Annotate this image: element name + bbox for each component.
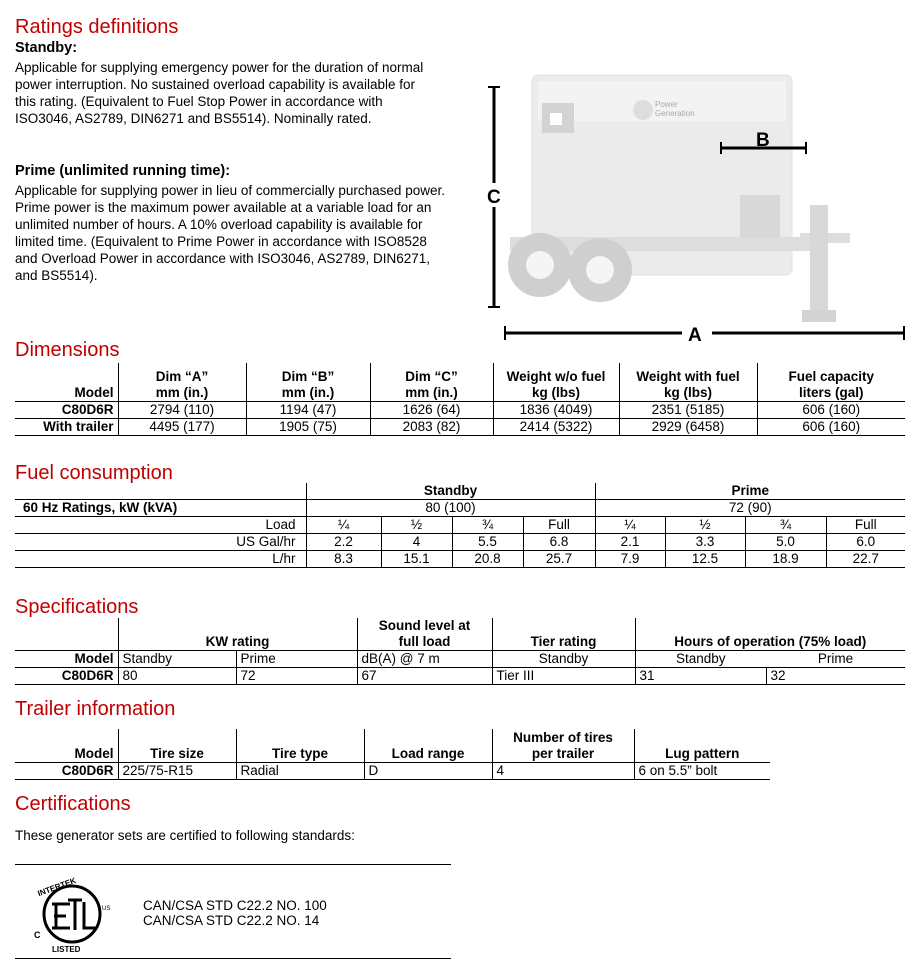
standby-heading: Standby: xyxy=(15,40,78,56)
specs-standby-cell: 80 xyxy=(118,668,236,685)
specs-prime-cell: 72 xyxy=(236,668,357,685)
svg-text:C: C xyxy=(34,930,41,940)
standby-description: Applicable for supplying emergency power for the duration of normal power interruption. No sustained overload capability is available for this rating. (Equivalent to Fuel Stop Power in accordance with ISO3046, AS2789, DIN6271 and BS5514). Nominally rated. xyxy=(15,60,424,126)
fuel-gal-cell: 5.0 xyxy=(745,534,826,551)
fuel-gal-cell: 3.3 xyxy=(665,534,745,551)
specs-tier-cell: Tier III xyxy=(492,668,635,685)
brand-line-1: Power xyxy=(655,100,678,109)
trailer-tires-cell: 4 xyxy=(492,762,634,779)
dim-wwf-cell: 2929 (6458) xyxy=(619,418,757,435)
fuel-lhr-cell: 8.3 xyxy=(306,551,381,568)
trailer-model-header: Model xyxy=(74,745,114,761)
certifications-title: Certifications xyxy=(15,793,131,815)
fuel-lhr-cell: 7.9 xyxy=(595,551,665,568)
fuel-load-cell: ¾ xyxy=(745,517,826,534)
table-row xyxy=(15,551,905,568)
fuel-table xyxy=(15,483,905,568)
dim-header-model: Model xyxy=(74,384,114,400)
dim-wwo-cell: 1836 (4049) xyxy=(493,401,619,418)
table-row xyxy=(15,418,905,435)
fuel-gal-cell: 2.1 xyxy=(595,534,665,551)
specs-hours-standby-cell: 31 xyxy=(635,668,766,685)
specs-sub-standby: Standby xyxy=(118,651,236,668)
dim-wwo-cell: 2414 (5322) xyxy=(493,418,619,435)
fuel-gal-cell: 5.5 xyxy=(452,534,523,551)
trailer-tire-type-header: Tire type xyxy=(236,729,364,762)
dim-header-weight-without-fuel: Weight w/o fuel kg (lbs) xyxy=(493,363,619,401)
dim-a-cell: 2794 (110) xyxy=(118,401,246,418)
specs-sub-hours-standby: Standby xyxy=(635,651,766,668)
dimensions-title: Dimensions xyxy=(15,339,120,361)
dim-header-weight-with-fuel: Weight with fuel kg (lbs) xyxy=(619,363,757,401)
fuel-load-cell: ¼ xyxy=(306,517,381,534)
specs-sound-header: Sound level at full load xyxy=(357,618,492,651)
trailer-tires-header: Number of tires per trailer xyxy=(492,729,634,762)
prime-description: Applicable for supplying power in lieu of commercially purchased power. Prime power is the maximum power available at a variable load for an unlimited number of hours. A 10% overload capability is available for limited time. (Equivalent to Prime Power in accordance with ISO8528 and Overload Power in accordance with ISO3046, AS2789, DIN6271, and BS5514). xyxy=(15,183,445,283)
fuel-lhr-cell: 20.8 xyxy=(452,551,523,568)
certifications-divider-bottom xyxy=(15,958,451,959)
dim-model-cell: C80D6R xyxy=(61,401,114,417)
fuel-gal-cell: 2.2 xyxy=(306,534,381,551)
ratings-title: Ratings definitions xyxy=(15,16,179,38)
fuel-row-label: US Gal/hr xyxy=(236,534,296,549)
fuel-prime-header: Prime xyxy=(595,483,905,500)
dim-header-c: Dim “C” mm (in.) xyxy=(370,363,493,401)
trailer-load-range-header: Load range xyxy=(364,729,492,762)
specs-tier-header: Tier rating xyxy=(492,618,635,651)
table-row xyxy=(15,401,905,418)
certification-standard: CAN/CSA STD C22.2 NO. 100 xyxy=(143,898,327,913)
table-row xyxy=(15,517,905,534)
specs-sound-cell: 67 xyxy=(357,668,492,685)
fuel-gal-cell: 4 xyxy=(381,534,452,551)
trailer-tire-size-header: Tire size xyxy=(118,729,236,762)
generator-figure xyxy=(480,55,910,350)
fuel-standby-rating: 80 (100) xyxy=(306,500,595,517)
fuel-prime-rating: 72 (90) xyxy=(595,500,905,517)
etl-logo-icon xyxy=(30,872,115,957)
fuel-standby-header: Standby xyxy=(306,483,595,500)
dim-header-fuel-capacity: Fuel capacity liters (gal) xyxy=(757,363,905,401)
trailer-tire-size-cell: 225/75-R15 xyxy=(118,762,236,779)
fuel-gal-cell: 6.8 xyxy=(523,534,595,551)
fuel-lhr-cell: 12.5 xyxy=(665,551,745,568)
svg-text:INTERTEK: INTERTEK xyxy=(36,875,78,899)
fuel-load-cell: Full xyxy=(826,517,905,534)
certifications-intro: These generator sets are certified to following standards: xyxy=(15,828,355,843)
dim-b-cell: 1905 (75) xyxy=(246,418,370,435)
fuel-load-cell: ½ xyxy=(665,517,745,534)
fuel-lhr-cell: 25.7 xyxy=(523,551,595,568)
fuel-lhr-cell: 18.9 xyxy=(745,551,826,568)
specs-model-header: Model xyxy=(74,651,114,666)
brand-line-2: Generation xyxy=(655,109,695,118)
dim-fc-cell: 606 (160) xyxy=(757,418,905,435)
specs-sub-prime: Prime xyxy=(236,651,357,668)
fuel-title: Fuel consumption xyxy=(15,462,173,484)
dim-header-a: Dim “A” mm (in.) xyxy=(118,363,246,401)
dim-c-cell: 2083 (82) xyxy=(370,418,493,435)
dim-wwf-cell: 2351 (5185) xyxy=(619,401,757,418)
specifications-table xyxy=(15,618,905,685)
fuel-lhr-cell: 15.1 xyxy=(381,551,452,568)
trailer-lug-header: Lug pattern xyxy=(634,729,770,762)
fuel-load-cell: Full xyxy=(523,517,595,534)
fuel-row-label: Load xyxy=(265,517,296,532)
svg-text:US: US xyxy=(102,906,111,912)
table-row xyxy=(15,668,905,685)
fuel-load-cell: ¼ xyxy=(595,517,665,534)
certifications-divider-top xyxy=(15,864,451,865)
dim-model-cell: With trailer xyxy=(43,418,114,434)
dim-fc-cell: 606 (160) xyxy=(757,401,905,418)
fuel-lhr-cell: 22.7 xyxy=(826,551,905,568)
certifications-standards-list xyxy=(143,898,327,928)
fuel-load-cell: ½ xyxy=(381,517,452,534)
prime-heading: Prime (unlimited running time): xyxy=(15,163,231,179)
specs-sub-sound: dB(A) @ 7 m xyxy=(357,651,492,668)
specs-hours-prime-cell: 32 xyxy=(766,668,905,685)
trailer-lug-cell: 6 on 5.5” bolt xyxy=(634,762,770,779)
dim-a-cell: 4495 (177) xyxy=(118,418,246,435)
dimensions-table xyxy=(15,363,905,436)
specs-sub-tier-standby: Standby xyxy=(492,651,635,668)
trailer-model-cell: C80D6R xyxy=(61,762,114,778)
table-row xyxy=(15,762,770,779)
trailer-table xyxy=(15,729,770,780)
fuel-load-cell: ¾ xyxy=(452,517,523,534)
etl-listed-logo xyxy=(30,872,115,957)
generator-drawing xyxy=(480,55,910,350)
trailer-tire-type-cell: Radial xyxy=(236,762,364,779)
fuel-gal-cell: 6.0 xyxy=(826,534,905,551)
certification-standard: CAN/CSA STD C22.2 NO. 14 xyxy=(143,913,320,928)
fuel-ratings-label: 60 Hz Ratings, kW (kVA) xyxy=(23,500,178,515)
trailer-load-range-cell: D xyxy=(364,762,492,779)
specs-hours-header: Hours of operation (75% load) xyxy=(635,618,905,651)
specs-sub-hours-prime: Prime xyxy=(817,651,854,666)
dimension-c-label: C xyxy=(487,187,501,208)
specifications-title: Specifications xyxy=(15,596,139,618)
table-row xyxy=(15,534,905,551)
trailer-title: Trailer information xyxy=(15,698,176,720)
svg-text:LISTED: LISTED xyxy=(52,945,81,954)
specs-kw-header: KW rating xyxy=(118,618,357,651)
fuel-row-label: L/hr xyxy=(272,551,296,566)
dim-b-cell: 1194 (47) xyxy=(246,401,370,418)
specs-model-cell: C80D6R xyxy=(61,668,114,683)
dimension-a-label: A xyxy=(688,325,702,346)
dim-header-b: Dim “B” mm (in.) xyxy=(246,363,370,401)
dimension-b-label: B xyxy=(756,130,770,151)
dim-c-cell: 1626 (64) xyxy=(370,401,493,418)
